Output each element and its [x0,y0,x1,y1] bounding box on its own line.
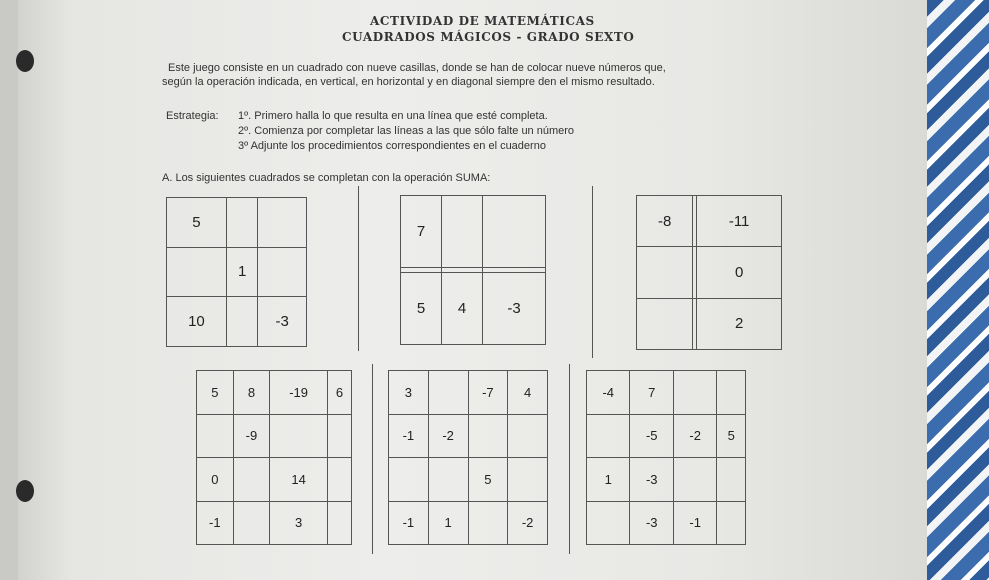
strategy-step-1: 1º. Primero halla lo que resulta en una línea que esté completa. [238,110,548,122]
square-cell[interactable]: -11 [697,196,782,247]
binder-hole [16,50,34,72]
square-cell[interactable]: 5 [167,198,227,248]
square-cell[interactable] [508,414,548,458]
square-cell[interactable] [167,247,227,297]
square-cell[interactable] [270,414,328,458]
magic-square-6 [586,370,746,545]
square-cell[interactable] [717,371,746,415]
square-cell[interactable]: 1 [226,247,258,297]
square-cell[interactable]: 4 [508,371,548,415]
square-cell[interactable]: 5 [468,458,508,502]
square-cell[interactable]: -2 [508,501,548,545]
square-cell[interactable] [717,458,746,502]
square-cell[interactable]: -3 [258,297,307,347]
square-cell[interactable]: -1 [197,501,234,545]
square-cell[interactable]: 5 [717,414,746,458]
square-cell[interactable]: 1 [428,501,468,545]
square-cell[interactable] [587,501,630,545]
magic-square-3 [636,195,782,350]
square-cell[interactable] [468,501,508,545]
square-cell[interactable] [389,458,429,502]
square-cell[interactable] [233,458,270,502]
square-cell[interactable]: 5 [197,371,234,415]
worksheet-subtitle: CUADRADOS MÁGICOS - GRADO SEXTO [342,30,635,44]
square-cell[interactable]: -1 [389,501,429,545]
square-cell[interactable]: -7 [468,371,508,415]
square-cell[interactable] [483,196,546,268]
square-cell[interactable] [327,501,351,545]
intro-line-2: según la operación indicada, en vertical, en horizontal y en diagonal siempre den el mismo resultado. [162,76,655,88]
square-cell[interactable]: -2 [428,414,468,458]
square-cell[interactable] [428,371,468,415]
square-cell[interactable] [258,198,307,248]
magic-square-1 [166,197,307,347]
square-cell[interactable] [508,458,548,502]
divider-line [592,186,593,358]
square-cell[interactable]: 2 [697,298,782,349]
square-cell[interactable]: -3 [630,501,673,545]
square-cell[interactable] [468,414,508,458]
square-cell[interactable]: -8 [637,196,693,247]
square-cell[interactable]: -3 [483,272,546,345]
square-cell[interactable]: 1 [587,458,630,502]
strategy-label: Estrategia: [166,110,219,122]
square-cell[interactable] [587,414,630,458]
square-cell[interactable] [637,298,693,349]
section-a-heading: A. Los siguientes cuadrados se completan con la operación SUMA: [162,172,491,184]
square-cell[interactable] [327,414,351,458]
square-cell[interactable] [233,501,270,545]
square-cell[interactable] [442,196,483,268]
square-cell[interactable]: -4 [587,371,630,415]
worksheet-title: ACTIVIDAD DE MATEMÁTICAS [370,14,595,28]
divider-line [569,364,570,554]
square-cell[interactable]: 0 [697,247,782,298]
square-cell[interactable] [673,458,716,502]
magic-square-4 [196,370,352,545]
square-cell[interactable] [673,371,716,415]
square-cell[interactable]: 6 [327,371,351,415]
square-cell[interactable]: -1 [673,501,716,545]
square-cell[interactable]: 5 [401,272,442,345]
square-cell[interactable]: -3 [630,458,673,502]
square-cell[interactable] [717,501,746,545]
intro-line-1: Este juego consiste en un cuadrado con nueve casillas, donde se han de colocar nueve números que, [168,62,666,74]
square-cell[interactable] [637,247,693,298]
divider-line [358,186,359,351]
square-cell[interactable]: 7 [630,371,673,415]
square-cell[interactable]: 8 [233,371,270,415]
square-cell[interactable]: -19 [270,371,328,415]
strategy-step-2: 2º. Comienza por completar las líneas a las que sólo falte un número [238,125,575,137]
square-cell[interactable] [428,458,468,502]
square-cell[interactable] [226,198,258,248]
square-cell[interactable]: -2 [673,414,716,458]
strategy-step-3: 3º Adjunte los procedimientos correspondientes en el cuaderno [238,140,546,152]
square-cell[interactable]: 7 [401,196,442,268]
magic-square-5 [388,370,548,545]
square-cell[interactable] [226,297,258,347]
square-cell[interactable]: -1 [389,414,429,458]
binder-hole [16,480,34,502]
square-cell[interactable] [327,458,351,502]
square-cell[interactable]: 14 [270,458,328,502]
square-cell[interactable]: 3 [270,501,328,545]
square-cell[interactable]: 4 [442,272,483,345]
square-cell[interactable]: 10 [167,297,227,347]
divider-line [372,364,373,554]
square-cell[interactable]: 0 [197,458,234,502]
square-cell[interactable]: 3 [389,371,429,415]
square-cell[interactable]: -9 [233,414,270,458]
square-cell[interactable] [197,414,234,458]
square-cell[interactable]: -5 [630,414,673,458]
fabric-background [927,0,989,580]
square-cell[interactable] [258,247,307,297]
magic-square-2 [400,195,546,345]
